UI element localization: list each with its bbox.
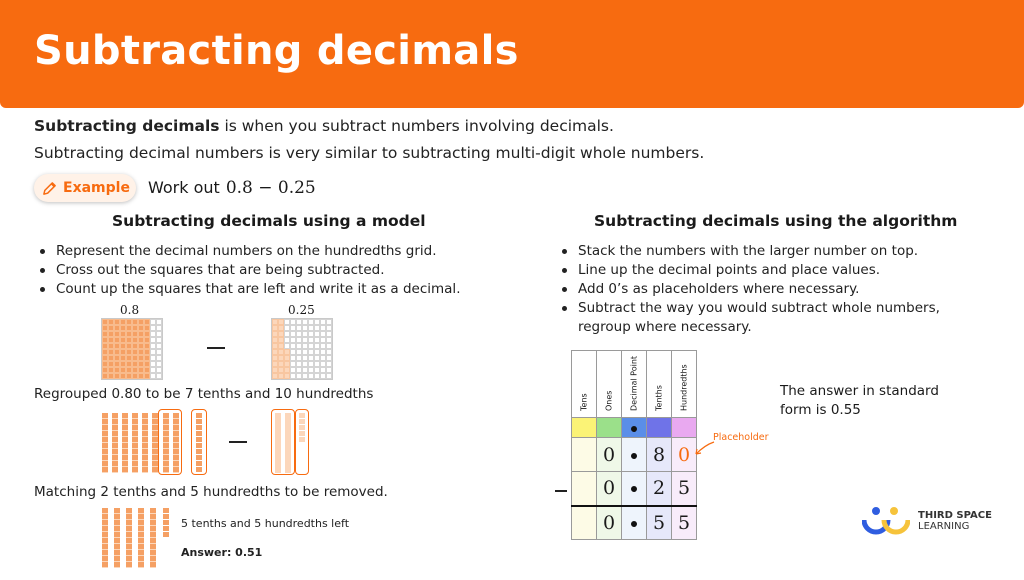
placeholder-zero: 0: [672, 438, 697, 472]
cell: 0: [597, 472, 622, 506]
decimal-dot: [631, 426, 637, 432]
matching-text: Matching 2 tenths and 5 hundredths to be removed.: [34, 484, 388, 500]
logo-line-2: LEARNING: [918, 521, 970, 532]
header-banner: [0, 0, 1024, 108]
color-cell: [622, 418, 647, 438]
cell: [622, 438, 647, 472]
answer-line-2: form is 0.55: [780, 402, 861, 418]
color-cell: [572, 418, 597, 438]
algorithm-answer: [780, 382, 960, 420]
row-subtrahend: [572, 472, 697, 506]
header-hundredths: Hundredths: [672, 351, 697, 418]
header-row: [572, 351, 697, 418]
minus-sign: [229, 441, 247, 443]
header-decimal-point: Decimal Point: [622, 351, 647, 418]
model-bullet: Cross out the squares that are being subtracted.: [34, 261, 474, 280]
logo-line-1: THIRD SPACE: [918, 510, 992, 521]
cell: [622, 506, 647, 540]
tenth-rod: [114, 508, 120, 568]
decimal-dot: [631, 453, 637, 459]
tenth-rod: [173, 413, 179, 473]
intro-line-2: Subtracting decimal numbers is very similar to subtracting multi-digit whole numbers.: [34, 144, 705, 162]
header-ones: Ones: [597, 351, 622, 418]
minus-sign: [207, 347, 225, 349]
color-cell: [672, 418, 697, 438]
tenth-rod: [142, 413, 148, 473]
algorithm-bullet: Stack the numbers with the larger number on top.: [556, 242, 956, 261]
tenth-rod: [150, 508, 156, 568]
intro-line-1: [34, 117, 614, 135]
regroup-text: Regrouped 0.80 to be 7 tenths and 10 hundredths: [34, 386, 374, 402]
algorithm-section-title: Subtracting decimals using the algorithm: [594, 212, 958, 230]
example-expression: 0.8 − 0.25: [225, 178, 316, 198]
logo-mark-icon: [862, 506, 910, 536]
color-cell: [647, 418, 672, 438]
header-tenths: Tenths: [647, 351, 672, 418]
example-badge: [34, 174, 136, 202]
row-result: [572, 506, 697, 540]
row-minuend: [572, 438, 697, 472]
model-bullet: Represent the decimal numbers on the hundredths grid.: [34, 242, 474, 261]
place-value-table: [571, 350, 697, 540]
page-title: Subtracting decimals: [34, 28, 519, 74]
algorithm-bullets: [556, 242, 956, 337]
cell: [572, 438, 597, 472]
model-answer: Answer: 0.51: [181, 546, 263, 559]
cell: 0: [597, 438, 622, 472]
algorithm-bullet: Line up the decimal points and place values.: [556, 261, 956, 280]
decimal-dot: [631, 521, 637, 527]
logo-text: [918, 510, 992, 532]
answer-line-1: The answer in standard: [780, 383, 939, 399]
tenth-rod: [132, 413, 138, 473]
model-section-title: Subtracting decimals using a model: [112, 212, 426, 230]
placeholder-label: Placeholder: [713, 432, 769, 443]
model-bullets: [34, 242, 474, 299]
tenth-rod: [102, 508, 108, 568]
cell: 5: [672, 506, 697, 540]
intro-definition: is when you subtract numbers involving decimals.: [219, 117, 614, 135]
grid-label-0-25: 0.25: [288, 303, 315, 317]
hundredths-grid-0-25: [271, 318, 333, 380]
grid-label-0-8: 0.8: [120, 303, 140, 317]
hundredth-unit: [163, 514, 169, 519]
left-text: 5 tenths and 5 hundredths left: [181, 517, 350, 530]
cell: [572, 472, 597, 506]
algorithm-bullet: Add 0’s as placeholders where necessary.: [556, 280, 956, 299]
algorithm-bullet: Subtract the way you would subtract whole numbers, regroup where necessary.: [556, 299, 956, 337]
cell: [622, 472, 647, 506]
grid-square: [326, 373, 332, 379]
cell: 5: [647, 506, 672, 540]
cell: [572, 506, 597, 540]
tenth-rod: [102, 413, 108, 473]
subtraction-sign: [555, 490, 567, 492]
tenth-rod: [112, 413, 118, 473]
intro-term: Subtracting decimals: [34, 117, 220, 135]
subtract-ring: [295, 409, 309, 475]
subtract-ring: [271, 409, 295, 475]
hundredths-column: [163, 508, 169, 538]
work-out-text: Work out: [148, 178, 220, 197]
tenth-rod: [138, 508, 144, 568]
cell: 2: [647, 472, 672, 506]
model-bullet: Count up the squares that are left and write it as a decimal.: [34, 280, 474, 299]
placeholder-arrow-icon: [690, 440, 716, 460]
cell: 5: [672, 472, 697, 506]
hundredth-unit: [163, 520, 169, 525]
third-space-learning-logo: [862, 506, 992, 536]
example-label: Example: [63, 180, 130, 196]
cell: 0: [597, 506, 622, 540]
tenth-rod: [126, 508, 132, 568]
hundredth-unit: [163, 532, 169, 537]
grid-square: [156, 373, 162, 379]
example-prompt: [148, 178, 316, 198]
pencil-icon: [42, 181, 57, 196]
hundredth-unit: [163, 526, 169, 531]
tenth-rod: [122, 413, 128, 473]
color-row: [572, 418, 697, 438]
cell: 8: [647, 438, 672, 472]
color-cell: [597, 418, 622, 438]
hundredths-grid-0-8: [101, 318, 163, 380]
regroup-ring: [191, 409, 207, 475]
header-tens: Tens: [572, 351, 597, 418]
decimal-dot: [631, 486, 637, 492]
hundredth-unit: [163, 508, 169, 513]
